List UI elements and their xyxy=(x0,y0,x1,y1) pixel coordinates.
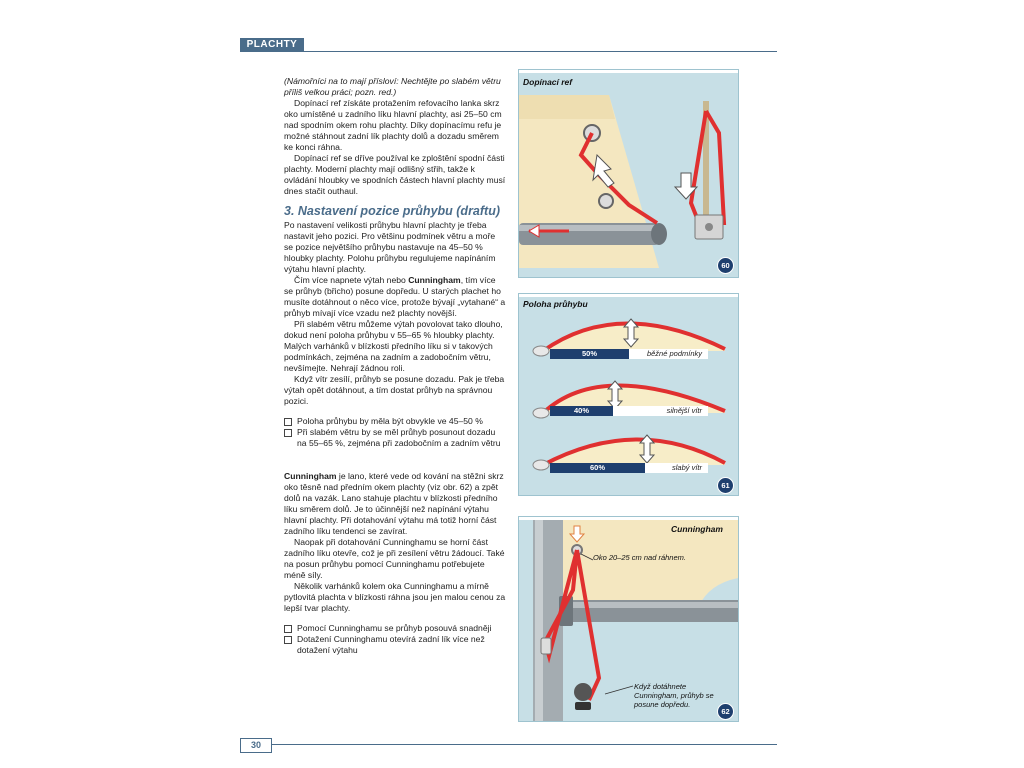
figure-number-badge: 60 xyxy=(717,257,734,274)
list-item xyxy=(284,416,506,427)
paragraph-text: je lano, které vede od kování na stěžni skrz oko těsně nad předním okem plachty (viz obr. 62) a zpět dolů na vazák. Lano stahuje plachtu v blízkosti předního líku směrem dolů. Je to účinnější než napínání výtahu hlavní plachty. Při dotahování výtahu má totiž horní část zadního líku tendenci se zavírat. xyxy=(284,471,504,536)
checkbox-square-icon xyxy=(284,418,292,426)
page-number: 30 xyxy=(240,738,272,753)
mast-icon xyxy=(533,346,549,356)
draft-percent: 60% xyxy=(550,463,645,473)
paragraph: Po nastavení velikosti průhybu hlavní plachty je třeba nastavit jeho pozici. Pro většinu podmínek větru a moře se pozice největšího průhybu nastavuje na 45–50 % hloubky plachty. Polohu průhybu regulujeme napínáním výtahu hlavní plachty. xyxy=(284,220,496,274)
figure-number-badge: 62 xyxy=(717,703,734,720)
draft-bar-row-2 xyxy=(550,406,708,416)
intro-note: (Námořníci na to mají přísloví: Nechtějte po slabém větru příliš velkou práci; pozn. red.) xyxy=(284,76,501,97)
boom-end-icon xyxy=(651,223,667,245)
checkbox-square-icon xyxy=(284,625,292,633)
checkbox-square-icon xyxy=(284,429,292,437)
paragraph xyxy=(284,471,506,537)
block-sheave-icon xyxy=(705,223,713,231)
figure-title: Dopínací ref xyxy=(523,77,573,87)
eye-height-annotation: Oko 20–25 cm nad ráhnem. xyxy=(593,553,686,562)
draft-condition: běžné podmínky xyxy=(629,349,708,359)
list-item xyxy=(284,427,506,449)
fitting-icon xyxy=(541,638,551,654)
paragraph: Naopak při dotahování Cunninghamu se horní část zadního líku otevře, což je při zesílení větru žádoucí. Také na posun průhybu pomocí Cunninghamu potřebujete méně síly. xyxy=(284,537,505,580)
figure-title: Poloha průhybu xyxy=(523,299,588,309)
list-item-text: Pomocí Cunninghamu se průhyb posouvá snadněji xyxy=(297,623,492,633)
paragraph: Při slabém větru můžeme výtah povolovat tako dlouho, dokud není poloha průhybu v 55–65 % hloubky plachty. Malých varhánků v blízkosti předního líku si v takových podmínkách, zejména na zadním a zadobočním větru, nevšímejte. Nehrají žádnou roli. xyxy=(284,319,503,373)
paragraph xyxy=(284,275,506,319)
figure-title: Cunningham xyxy=(671,524,723,534)
sail-shade xyxy=(519,95,615,119)
section-heading: 3. Nastavení pozice průhybu (draftu) xyxy=(284,204,501,218)
mast-highlight xyxy=(535,520,543,721)
footer-rule xyxy=(240,744,777,745)
list-item-text: Poloha průhybu by měla být obvykle ve 45–50 % xyxy=(297,416,483,426)
figure-number-badge: 61 xyxy=(717,477,734,494)
checkbox-square-icon xyxy=(284,636,292,644)
draft-percent: 50% xyxy=(550,349,629,359)
list-item-text: Dotažení Cunninghamu otevírá zadní lík více než dotažení výtahu xyxy=(297,634,485,655)
draft-bar-row-3 xyxy=(550,463,708,473)
term-cunningham: Cunningham xyxy=(284,471,337,481)
cleat-icon xyxy=(574,683,592,701)
reef-illustration xyxy=(519,73,738,277)
body-text-column xyxy=(284,76,506,656)
draft-percent: 40% xyxy=(550,406,613,416)
annotation-leader xyxy=(605,686,633,694)
mast-icon xyxy=(533,408,549,418)
cleat-base-icon xyxy=(575,702,591,710)
paragraph-text: , tím více se průhyb (břicho) posune dopředu. U starých plachet ho musíte dotáhnout o něco více, protože bývají „vytahané“ a průhyb mívají více vzadu než plachty novější. xyxy=(284,275,506,318)
clew-eye-icon xyxy=(599,194,613,208)
section-tab: PLACHTY xyxy=(240,38,304,52)
boom-highlight xyxy=(567,602,738,608)
draft-condition: slabý vítr xyxy=(645,463,708,473)
cunningham-pull-annotation: Když dotáhnete Cunningham, průhyb se posune dopředu. xyxy=(634,682,714,709)
list-item xyxy=(284,623,506,634)
draft-bar-row-1 xyxy=(550,349,708,359)
paragraph-text: Čím více napnete výtah nebo xyxy=(294,275,409,285)
list-item-text: Při slabém větru by se měl průhyb posunout dozadu na 55–65 %, zejména při zadobočním a zadním větru xyxy=(297,427,501,448)
draft-condition: silnější vítr xyxy=(613,406,708,416)
paragraph: Dopínací ref získáte protažením refovacího lanka skrz oko umístěné u zadního líku hlavní plachty, asi 25–50 cm nad spodním okem rohu plachty. Díky dopínacímu refu je možné stáhnout zadní lík plachty dolů a dozadu směrem ke konci ráhna. xyxy=(284,98,502,152)
paragraph: Když vítr zesílí, průhyb se posune dozadu. Pak je třeba výtah opět dotáhnout, a tím dostat průhyb na správnou pozici. xyxy=(284,374,505,406)
header-rule xyxy=(240,51,777,52)
paragraph: Několik varhánků kolem oka Cunninghamu a mírně pytlovitá plachta v blízkosti ráhna jsou jen malou cenou za lepší tvar plachty. xyxy=(284,581,506,613)
mast-icon xyxy=(533,460,549,470)
list-item xyxy=(284,634,506,656)
bullet-list xyxy=(284,416,506,449)
figure-60-reef xyxy=(519,70,738,277)
paragraph: Dopínací ref se dříve používal ke zploštění spodní části plachty. Moderní plachty mají odlišný střih, takže k ovládání hloubky ve spodních částech hlavní plachty musí dnes stačit outhaul. xyxy=(284,153,506,196)
term-cunningham: Cunningham xyxy=(408,275,461,285)
bullet-list xyxy=(284,623,506,656)
